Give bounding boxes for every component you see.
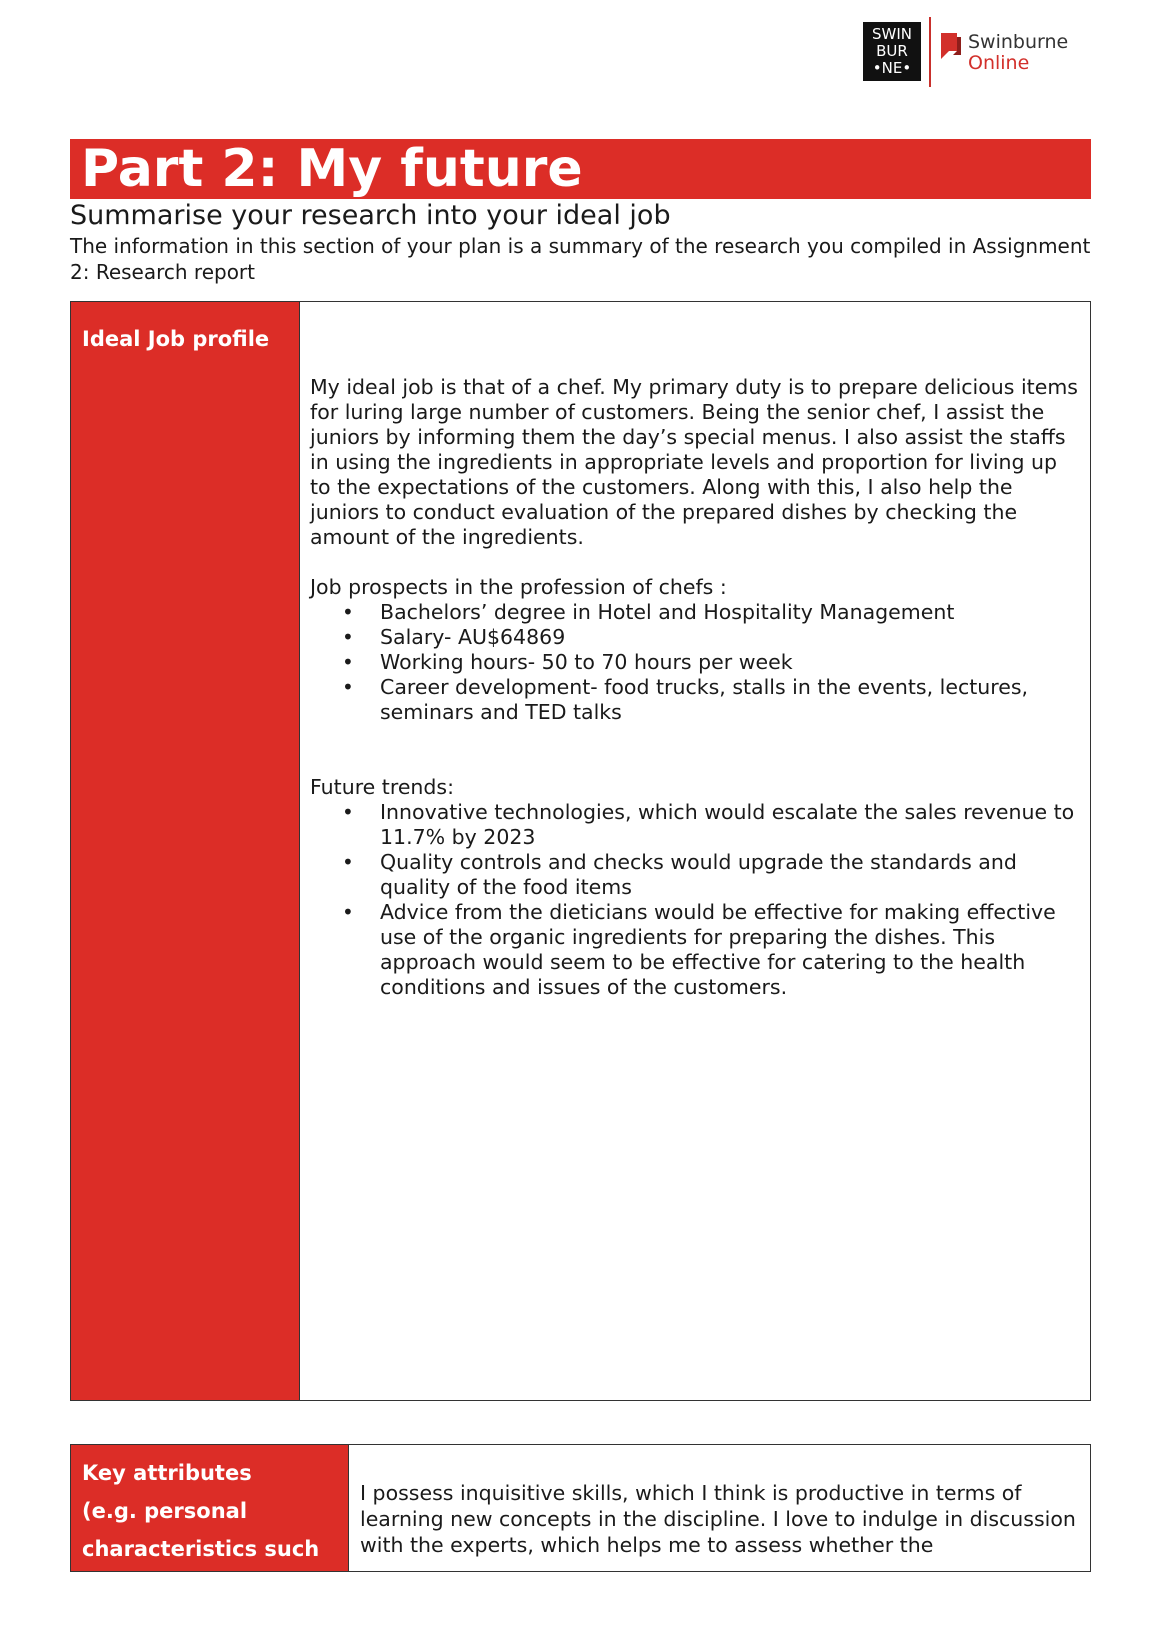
trends-heading: Future trends:: [310, 775, 455, 799]
flag-icon: [939, 31, 963, 61]
list-item: • Quality controls and checks would upgrade the standards and quality of the food items: [310, 850, 1080, 900]
trends-list: [310, 800, 1080, 1000]
prospects-list: [310, 600, 1080, 725]
swinburne-logo-mark: [863, 22, 921, 81]
logo-divider: [929, 17, 931, 87]
key-attributes-table: [70, 1444, 1091, 1572]
ideal-job-content: [300, 302, 1090, 1400]
page-title: Part 2: My future: [81, 139, 583, 199]
list-item: • Salary- AU$64869: [310, 625, 1080, 650]
logo-mark-line: BUR: [876, 42, 908, 60]
ideal-job-table: [70, 301, 1091, 1401]
list-item: • Innovative technologies, which would escalate the sales revenue to 11.7% by 2023: [310, 800, 1080, 850]
title-bar: [70, 139, 1091, 199]
logo-name: Swinburne: [968, 31, 1069, 53]
list-item: • Advice from the dieticians would be effective for making effective use of the organic ingredients for preparing the dishes. This approach would seem to be effective for catering to the health conditions and issues of the customers.: [310, 900, 1080, 1000]
prospects-heading: Job prospects in the profession of chefs :: [310, 575, 727, 599]
key-attributes-label: [71, 1445, 349, 1571]
section-subtitle: Summarise your research into your ideal job: [70, 200, 671, 231]
key-attributes-label-line: Key attributes: [82, 1461, 252, 1485]
ideal-job-paragraph: My ideal job is that of a chef. My primary duty is to prepare delicious items for luring large number of customers. Being the senior chef, I assist the juniors by informing them the day’s special menus. I also assist the staffs in using the ingredients in appropriate levels and proportion for living up to the expectations of the customers. Along with this, I also help the juniors to conduct evaluation of the prepared dishes by checking the amount of the ingredients.: [310, 375, 1078, 549]
logo-mark-line: SWIN: [872, 25, 912, 43]
swinburne-logo: [863, 17, 1083, 87]
logo-online: Online: [968, 52, 1030, 74]
ideal-job-label: Ideal Job profile: [71, 302, 300, 1400]
key-attributes-label-line: characteristics such: [82, 1537, 320, 1561]
list-item: • Career development- food trucks, stalls in the events, lectures, seminars and TED talks: [310, 675, 1080, 725]
section-intro: The information in this section of your plan is a summary of the research you compiled in Assignment 2: Research report: [70, 234, 1091, 284]
key-attributes-text: I possess inquisitive skills, which I think is productive in terms of learning new concepts in the discipline. I love to indulge in discussion with the experts, which helps me to assess whether the: [360, 1481, 1076, 1557]
list-item: • Bachelors’ degree in Hotel and Hospitality Management: [310, 600, 1080, 625]
key-attributes-label-line: (e.g. personal: [82, 1499, 248, 1523]
list-item: • Working hours- 50 to 70 hours per week: [310, 650, 1080, 675]
logo-mark-line: •NE•: [872, 59, 912, 77]
